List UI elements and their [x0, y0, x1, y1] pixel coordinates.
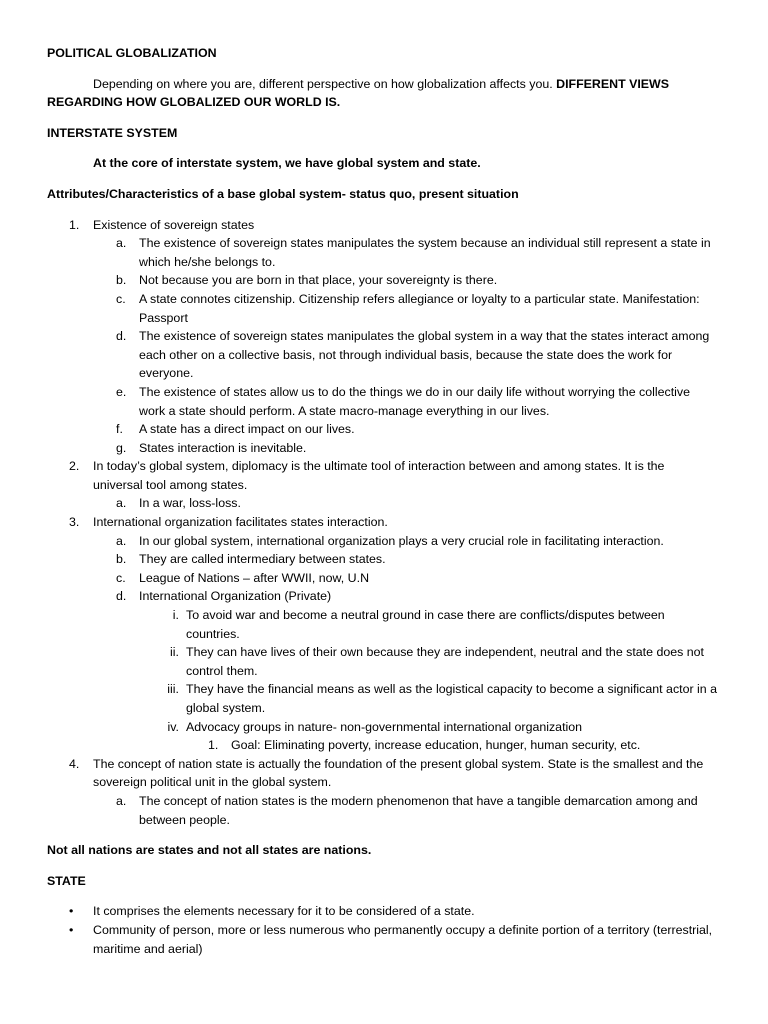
document-page [47, 44, 717, 958]
sub-item [47, 532, 717, 551]
roman-item-text: They have the financial means as well as the logistical capacity to become a significant actor in a global system. [186, 682, 718, 715]
interstate-core-paragraph: At the core of interstate system, we have global system and state. [93, 156, 481, 171]
sub-item [47, 327, 717, 383]
sub-item-text: States interaction is inevitable. [139, 440, 307, 455]
nations-statement: Not all nations are states and not all states are nations. [47, 843, 372, 858]
list-item [47, 513, 717, 532]
list-marker: 4. [69, 756, 80, 771]
sub-item-text: The existence of states allow us to do the things we do in our daily life without worrying the collective work a state should perform. A state macro-manage everything in our lives. [139, 384, 690, 418]
sub-item [47, 234, 717, 271]
list-marker: e. [116, 384, 127, 399]
goal-item [47, 736, 717, 755]
list-marker: 1. [208, 738, 219, 753]
list-marker: c. [116, 291, 126, 306]
section-heading-state: STATE [47, 873, 86, 888]
section-heading-interstate: INTERSTATE SYSTEM [47, 125, 178, 140]
sub-item-text: The existence of sovereign states manipulates the global system in a way that the states interact among each other on a collective basis, not through individual basis, because the state does the work for everyone. [139, 329, 710, 381]
list-marker: b. [116, 273, 127, 288]
sub-item [47, 792, 717, 829]
roman-item [47, 606, 717, 643]
sub-item-text: In our global system, international organization plays a very crucial role in facilitating interaction. [139, 533, 664, 548]
list-marker: iv. [167, 719, 179, 734]
list-item [47, 755, 717, 792]
list-item-text: Existence of sovereign states [93, 217, 255, 232]
bullet-item-text: Community of person, more or less numerous who permanently occupy a definite portion of a territory (terrestrial, maritime and aerial) [93, 922, 713, 956]
roman-item-text: Advocacy groups in nature- non-governmental international organization [186, 719, 583, 734]
roman-item [47, 718, 717, 737]
sub-item-text: A state has a direct impact on our lives. [139, 422, 355, 437]
list-item [47, 457, 717, 494]
numbered-list [47, 216, 717, 830]
list-marker: a. [116, 533, 127, 548]
list-marker: d. [116, 589, 127, 604]
sub-item [47, 420, 717, 439]
sub-item-text: International Organization (Private) [139, 589, 332, 604]
list-marker: a. [116, 793, 127, 808]
page-title: POLITICAL GLOBALIZATION [47, 46, 217, 60]
roman-item-text: They can have lives of their own because they are independent, neutral and the state does not control them. [186, 645, 704, 678]
sub-item [47, 271, 717, 290]
intro-paragraph [47, 75, 717, 112]
sub-item [47, 439, 717, 458]
roman-item-text: To avoid war and become a neutral ground in case there are conflicts/disputes between countries. [186, 608, 665, 641]
list-marker: ii. [170, 645, 179, 660]
list-marker: i. [172, 608, 179, 623]
sub-item-text: They are called intermediary between states. [139, 552, 386, 567]
sub-item [47, 494, 717, 513]
attributes-heading: Attributes/Characteristics of a base global system- status quo, present situation [47, 186, 519, 201]
list-marker: c. [116, 570, 126, 585]
list-marker: 3. [69, 515, 80, 530]
intro-bold-text: DIFFERENT VIEWS REGARDING HOW GLOBALIZED OUR WORLD IS. [47, 76, 670, 110]
sub-item [47, 550, 717, 569]
sub-item-text: League of Nations – after WWII, now, U.N [139, 570, 370, 585]
list-item-text: The concept of nation state is actually the foundation of the present global system. State is the smallest and the sovereign political unit in the global system. [93, 756, 704, 790]
bullet-icon: • [69, 904, 74, 919]
bullet-icon: • [69, 922, 74, 937]
sub-item-text: The existence of sovereign states manipulates the system because an individual still represent a state in which he/she belongs to. [139, 236, 711, 269]
list-marker: 1. [69, 217, 80, 232]
list-marker: 2. [69, 459, 80, 474]
sub-item-text: A state connotes citizenship. Citizenship refers allegiance or loyalty to a particular state. Manifestation: Passport [139, 291, 700, 325]
sub-item [47, 587, 717, 606]
roman-item [47, 643, 717, 680]
sub-item-text: The concept of nation states is the modern phenomenon that have a tangible demarcation among and between people. [139, 793, 698, 827]
roman-item [47, 680, 717, 717]
bullet-item-text: It comprises the elements necessary for it to be considered of a state. [93, 904, 475, 919]
bullet-item [47, 921, 717, 958]
list-marker: f. [116, 422, 123, 437]
list-marker: iii. [167, 682, 179, 697]
goal-item-text: Goal: Eliminating poverty, increase education, hunger, human security, etc. [231, 738, 641, 753]
list-item [47, 216, 717, 235]
list-marker: a. [116, 496, 127, 511]
sub-item [47, 569, 717, 588]
sub-item-text: In a war, loss-loss. [139, 496, 241, 511]
sub-item [47, 290, 717, 327]
bullet-item [47, 902, 717, 921]
list-marker: g. [116, 440, 127, 455]
list-marker: d. [116, 329, 127, 344]
list-item-text: International organization facilitates states interaction. [93, 515, 388, 530]
list-marker: b. [116, 552, 127, 567]
intro-text: Depending on where you are, different perspective on how globalization affects you. [93, 76, 557, 91]
list-marker: a. [116, 236, 127, 251]
bullet-list [47, 902, 717, 958]
sub-item-text: Not because you are born in that place, your sovereignty is there. [139, 273, 498, 288]
list-item-text: In today’s global system, diplomacy is the ultimate tool of interaction between and among states. It is the universal tool among states. [93, 459, 665, 492]
sub-item [47, 383, 717, 420]
